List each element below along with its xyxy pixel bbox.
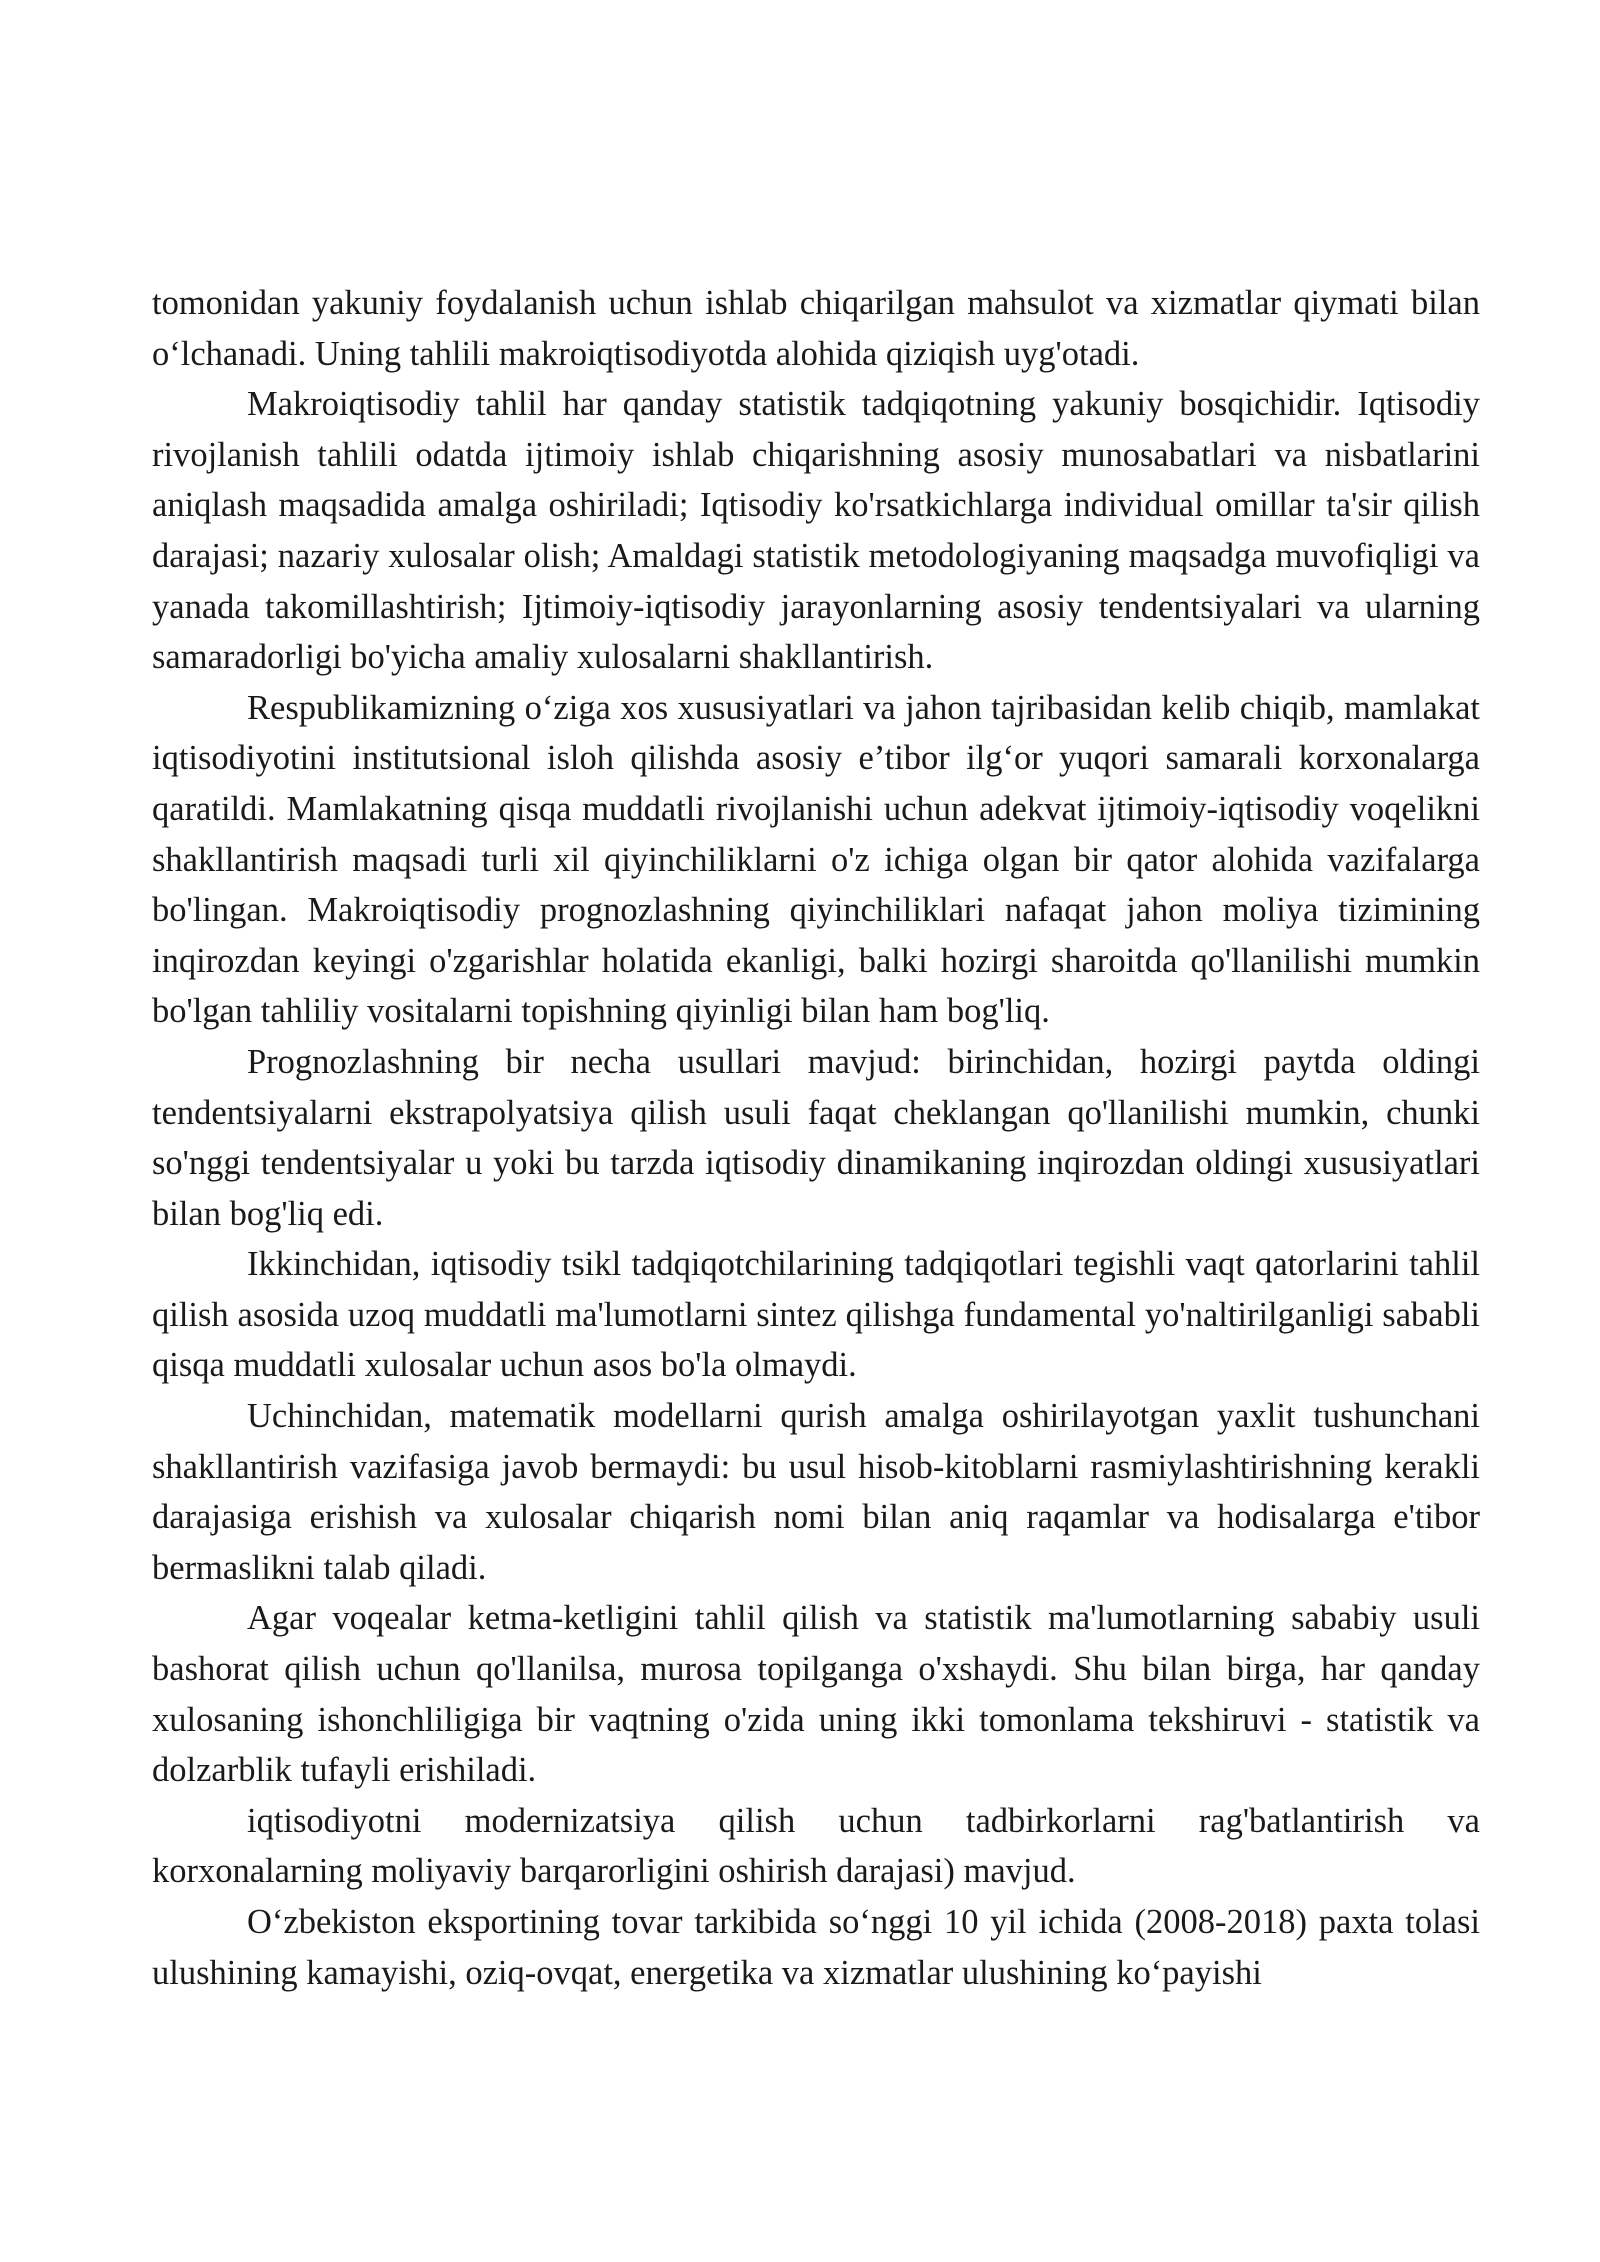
paragraph-iqtisodiyotni-modernizatsiya: iqtisodiyotni modernizatsiya qilish uchun tadbirkorlarni rag'batlantirish va korxonalarning moliyaviy barqarorligini oshirish darajasi) mavjud. <box>152 1801 1480 1891</box>
paragraph-ikkinchidan: Ikkinchidan, iqtisodiy tsikl tadqiqotchilarining tadqiqotlari tegishli vaqt qatorlarini tahlil qilish asosida uzoq muddatli ma'lumotlarni sintez qilishga fundamental yo'naltirilganligi sababli qisqa muddatli xulosalar uchun asos bo'la olmaydi. <box>152 1245 1480 1385</box>
document-body <box>152 278 1480 1998</box>
paragraph-agar-voqealar: Agar voqealar ketma-ketligini tahlil qilish va statistik ma'lumotlarning sababiy usuli bashorat qilish uchun qo'llanilsa, murosa topilganga o'xshaydi. Shu bilan birga, har qanday xulosaning ishonchliligiga bir vaqtning o'zida uning ikki tomonlama tekshiruvi - statistik va dolzarblik tufayli erishiladi. <box>152 1599 1480 1790</box>
paragraph-ozbekiston-eksporti: O‘zbekiston eksportining tovar tarkibida so‘nggi 10 yil ichida (2008-2018) paxta tolasi ulushining kamayishi, oziq-ovqat, energetika va xizmatlar ulushining ko‘payishi <box>152 1903 1480 1992</box>
paragraph-makroiqtisodiy-tahlil: Makroiqtisodiy tahlil har qanday statistik tadqiqotning yakuniy bosqichidir. Iqtisodiy rivojlanish tahlili odatda ijtimoiy ishlab chiqarishning asosiy munosabatlari va nisbatlarini aniqlash maqsadida amalga oshiriladi; Iqtisodiy ko'rsatkichlarga individual omillar ta'sir qilish darajasi; nazariy xulosalar olish; Amaldagi statistik metodologiyaning maqsadga muvofiqligi va yanada takomillashtirish; Ijtimoiy-iqtisodiy jarayonlarning asosiy tendentsiyalari va ularning samaradorligi bo'yicha amaliy xulosalarni shakllantirish. <box>152 385 1480 677</box>
paragraph-continuation: tomonidan yakuniy foydalanish uchun ishlab chiqarilgan mahsulot va xizmatlar qiymati bilan o‘lchanadi. Uning tahlili makroiqtisodiyotda alohida qiziqish uyg'otadi. <box>152 284 1480 373</box>
paragraph-uchinchidan: Uchinchidan, matematik modellarni qurish amalga oshirilayotgan yaxlit tushunchani shakllantirish vazifasiga javob bermaydi: bu usul hisob-kitoblarni rasmiylashtirishning kerakli darajasiga erishish va xulosalar chiqarish nomi bilan aniq raqamlar va hodisalarga e'tibor bermaslikni talab qiladi. <box>152 1397 1480 1587</box>
paragraph-respublikamizning: Respublikamizning o‘ziga xos xususiyatlari va jahon tajribasidan kelib chiqib, mamlakat iqtisodiyotini institutsional isloh qilishda asosiy e’tibor ilg‘or yuqori samarali korxonalarga qaratildi. Mamlakatning qisqa muddatli rivojlanishi uchun adekvat ijtimoiy-iqtisodiy voqelikni shakllantirish maqsadi turli xil qiyinchiliklarni o'z ichiga olgan bir qator alohida vazifalarga bo'lingan. Makroiqtisodiy prognozlashning qiyinchiliklari nafaqat jahon moliya tizimining inqirozdan keyingi o'zgarishlar holatida ekanligi, balki hozirgi sharoitda qo'llanilishi mumkin bo'lgan tahliliy vositalarni topishning qiyinligi bilan ham bog'liq. <box>152 688 1480 1031</box>
paragraph-prognozlashning: Prognozlashning bir necha usullari mavjud: birinchidan, hozirgi paytda oldingi tendentsiyalarni ekstrapolyatsiya qilish usuli faqat cheklangan qo'llanilishi mumkin, chunki so'nggi tendentsiyalar u yoki bu tarzda iqtisodiy dinamikaning inqirozdan oldingi xususiyatlari bilan bog'liq edi. <box>152 1042 1480 1233</box>
